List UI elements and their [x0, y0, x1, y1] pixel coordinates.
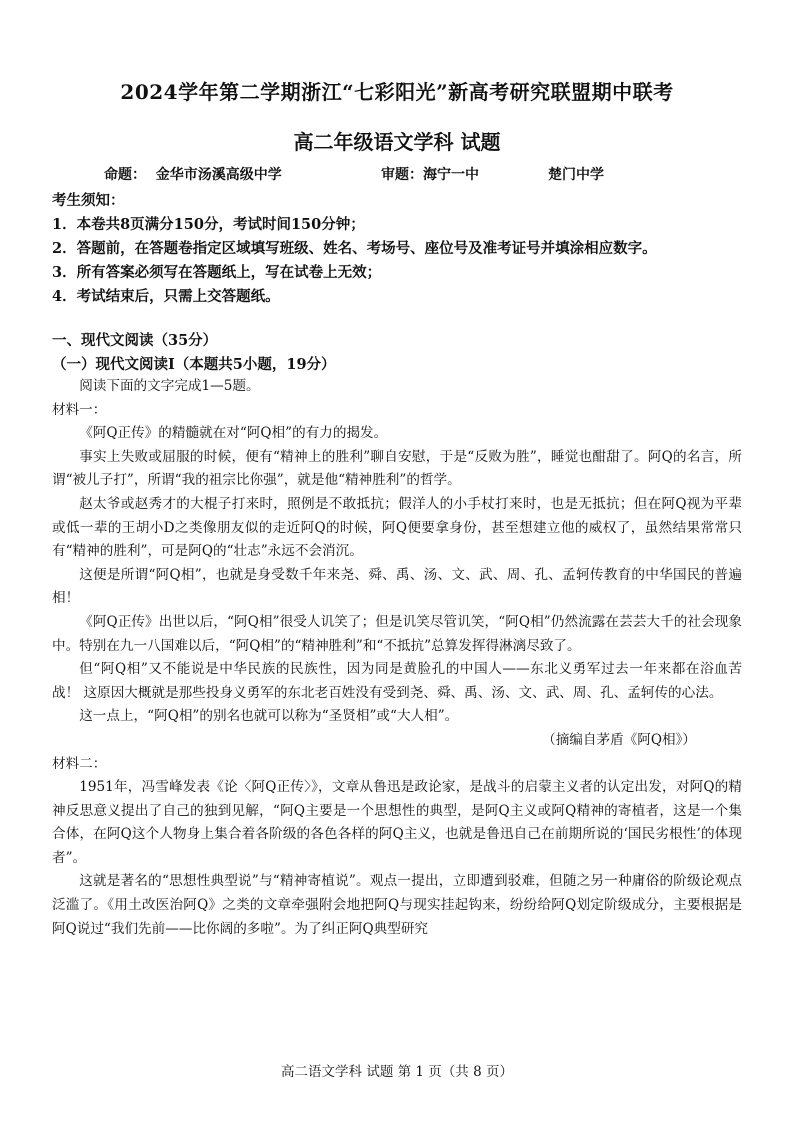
paragraph: 赵太爷或赵秀才的大棍子打来时，照例是不敢抵抗；假洋人的小手杖打来时，也是无抵抗；但在阿Q视为平辈或低一辈的王胡小D之类像朋友似的走近阿Q的时候，阿Q便要拿身份，甚至想建立他的威权了，虽然结果常常只有“精神的胜利”，可是阿Q的“壮志”永远不会消沉。: [52, 495, 742, 560]
material-1-source: （摘编自茅盾《阿Q相》）: [542, 731, 696, 748]
paragraph: 1951年，冯雪峰发表《论〈阿Q正传〉》，文章从鲁迅是政论家，是战斗的启蒙主义者的认定出发，对阿Q的精神反思意义提出了自己的独到见解，“阿Q主要是一个思想性的典型，是阿Q主义或阿Q精神的寄植者，这是一个集合体，在阿Q这个人物身上集合着各阶级的各色各样的阿Q主义，也就是鲁迅自己在前期所说的‘国民劣根性’的体现者”。: [52, 779, 742, 866]
proposer-name: 金华市汤溪高级中学: [155, 167, 282, 183]
reviewer-name-1: 海宁一中: [423, 167, 479, 183]
paragraph: 《阿Q正传》出世以后，“阿Q相”很受人讥笑了；但是讥笑尽管讥笑，“阿Q相”仍然流露在芸芸大千的社会现象中。特别在九一八国难以后，“阿Q相”的“精神胜利”和“不抵抗”总算发挥得淋漓尽致了。: [52, 613, 742, 654]
paragraph: 这便是所谓“阿Q相”，也就是身受数千年来尧、舜、禹、汤、文、武、周、孔、孟轲传教育的中华国民的普遍相！: [52, 566, 742, 607]
material-2-label: 材料二：: [52, 755, 107, 772]
material-1-label: 材料一：: [52, 401, 107, 418]
section-heading: 一、现代文阅读（35分）: [52, 332, 218, 349]
notice-item: 2．答题前，在答题卷指定区域填写班级、姓名、考场号、座位号及准考证号并填涂相应数字。: [52, 240, 657, 257]
exam-title: 2024学年第二学期浙江“七彩阳光”新高考研究联盟期中联考: [120, 80, 674, 104]
reading-instruction: 阅读下面的文字完成1—5题。: [79, 378, 260, 394]
paragraph: 这就是著名的“思想性典型说”与“精神寄植说”。观点一提出，立即遭到驳难，但随之另一种庸俗的阶级论观点泛滥了。《用土改医治阿Q》之类的文章牵强附会地把阿Q与现实挂起钩来，纷纷给阿Q划定阶级成分，主要根据是阿Q说过“我们先前——比你阔的多啦”。为了纠正阿Q典型研究: [52, 873, 742, 937]
paragraph: 事实上失败或屈服的时候，便有“精神上的胜利”聊自安慰，于是“反败为胜”，睡觉也酣甜了。阿Q的名言，所谓“被儿子打”，所谓“我的祖宗比你强”，就是他“精神胜利”的哲学。: [52, 448, 742, 489]
paragraph: 但“阿Q相”又不能说是中华民族的民族性，因为同是黄脸孔的中国人——东北义勇军过去一年来都在浴血苦战！ 这原因大概就是那些投身义勇军的东北老百姓没有受到尧、舜、禹、汤、文、武、周、孔、孟轲传的心法。: [52, 661, 742, 701]
page-footer: 高二语文学科 试题 第 1 页（共 8 页）: [281, 1064, 513, 1080]
exam-subtitle: 高二年级语文学科 试题: [293, 130, 501, 154]
proposer-block: [104, 164, 381, 184]
proposer-label: 命题：: [104, 167, 146, 183]
reading-passage: [52, 375, 742, 941]
notice-item: 3．所有答案必须写在答题纸上，写在试卷上无效；: [52, 264, 382, 281]
paragraph: 这一点上，“阿Q相”的别名也就可以称为“圣贤相”或“大人相”。: [79, 708, 459, 725]
reviewer-block: [381, 164, 548, 184]
notice-item: 4．考试结束后，只需上交答题纸。: [52, 288, 280, 305]
exam-credits: [104, 164, 744, 184]
notice-item: 1．本卷共8页满分150分，考试时间150分钟；: [52, 216, 365, 233]
exam-notice: [52, 189, 752, 309]
sub-section-heading: （一）现代文阅读Ⅰ（本题共5小题，19分）: [52, 356, 336, 373]
notice-heading: 考生须知：: [52, 192, 125, 209]
reviewer-label: 审题：: [381, 167, 423, 183]
paragraph: 《阿Q正传》的精髓就在对“阿Q相”的有力的揭发。: [79, 425, 388, 442]
reviewer-name-2: 楚门中学: [548, 167, 604, 183]
